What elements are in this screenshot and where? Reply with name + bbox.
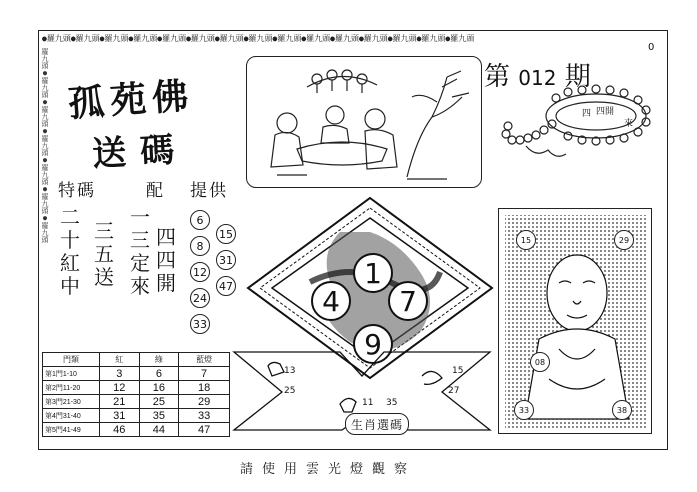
row-label: 第5門41-49	[43, 423, 100, 437]
table-cell: 21	[100, 395, 140, 409]
verse-text: 二十紅中	[60, 205, 80, 298]
door-number-table	[42, 352, 230, 437]
ball-number: 4	[311, 281, 351, 321]
beads-text-left: 四	[582, 109, 592, 119]
table-row	[43, 395, 230, 409]
table-cell: 46	[100, 423, 140, 437]
beads-text-middle: 四開	[596, 107, 615, 117]
circled-number: 15	[216, 224, 236, 244]
verse-column-1	[58, 206, 82, 298]
circled-number: 6	[190, 210, 210, 230]
circled-number: 47	[216, 276, 236, 296]
zodiac-number: 15	[452, 366, 464, 376]
page-number: 0	[648, 42, 655, 53]
table-row	[43, 409, 230, 423]
table-cell: 12	[100, 381, 140, 395]
issue-prefix: 第	[484, 62, 511, 92]
table-cell: 25	[139, 395, 179, 409]
row-label: 第1門1-10	[43, 367, 100, 381]
caption-left: 特碼	[58, 181, 96, 201]
table-header: 綠	[139, 353, 179, 367]
table-cell: 7	[179, 367, 230, 381]
table-header: 紅	[100, 353, 140, 367]
zodiac-number: 25	[284, 386, 296, 396]
zodiac-title: 生肖選碼	[345, 413, 409, 435]
table-cell: 29	[179, 395, 230, 409]
left-pattern-strip: 羅九頭●羅九頭●羅九頭●羅九頭●羅九頭●羅九頭●羅九頭	[41, 48, 49, 243]
circled-number: 31	[216, 250, 236, 270]
table-cell: 33	[179, 409, 230, 423]
circled-number: 24	[190, 288, 210, 308]
zodiac-number: 35	[386, 398, 398, 408]
ball-number: 9	[353, 324, 393, 364]
table-cell: 18	[179, 381, 230, 395]
verse-column-4	[154, 226, 178, 295]
row-label: 第3門21-30	[43, 395, 100, 409]
table-row	[43, 423, 230, 437]
zodiac-number: 27	[448, 386, 460, 396]
portrait-number: 15	[516, 230, 536, 250]
table-cell: 44	[139, 423, 179, 437]
issue-suffix: 期	[564, 62, 591, 92]
row-label: 第2門11-20	[43, 381, 100, 395]
verse-text: 一三定來	[130, 205, 150, 298]
table-header: 門類	[43, 353, 100, 367]
circled-number: 33	[190, 314, 210, 334]
table-cell: 31	[100, 409, 140, 423]
ball-number: 7	[388, 281, 428, 321]
circled-number: 8	[190, 236, 210, 256]
caption-mid: 配	[146, 181, 165, 201]
table-cell: 3	[100, 367, 140, 381]
beads-text-right: 來	[624, 119, 634, 129]
ball-number: 1	[353, 253, 393, 293]
caption-right: 提供	[190, 181, 228, 201]
circled-number: 12	[190, 262, 210, 282]
zodiac-number: 11	[362, 398, 374, 408]
table-header: 藍燈	[179, 353, 230, 367]
verse-text: 四四開	[156, 225, 176, 295]
portrait-number: 29	[614, 230, 634, 250]
table-cell: 16	[139, 381, 179, 395]
row-label: 第4門31-40	[43, 409, 100, 423]
portrait-number: 38	[612, 400, 632, 420]
table-cell: 35	[139, 409, 179, 423]
zodiac-number: 13	[284, 366, 296, 376]
table-row	[43, 367, 230, 381]
verse-column-2	[92, 220, 116, 289]
portrait-number: 08	[530, 352, 550, 372]
prayer-beads-illustration	[496, 80, 664, 166]
top-pattern-strip: ●羅九頭●羅九頭●羅九頭●羅九頭●羅九頭●羅九頭●羅九頭●羅九頭●羅九頭●羅九頭●羅九頭●羅九頭●羅九頭●羅九頭●羅九頭	[42, 34, 475, 43]
portrait-number: 33	[514, 400, 534, 420]
table-cell: 47	[179, 423, 230, 437]
verse-column-3	[128, 206, 152, 298]
brand-title: 孤苑佛	[66, 74, 196, 126]
mahjong-scene-illustration	[246, 56, 482, 188]
brand-subtitle: 送碼	[91, 129, 190, 175]
table-row	[43, 381, 230, 395]
issue-number: 012	[518, 66, 557, 90]
footer-note: 請使用雲光燈觀察	[240, 462, 417, 477]
table-cell: 6	[139, 367, 179, 381]
verse-text: 三五送	[94, 219, 114, 289]
